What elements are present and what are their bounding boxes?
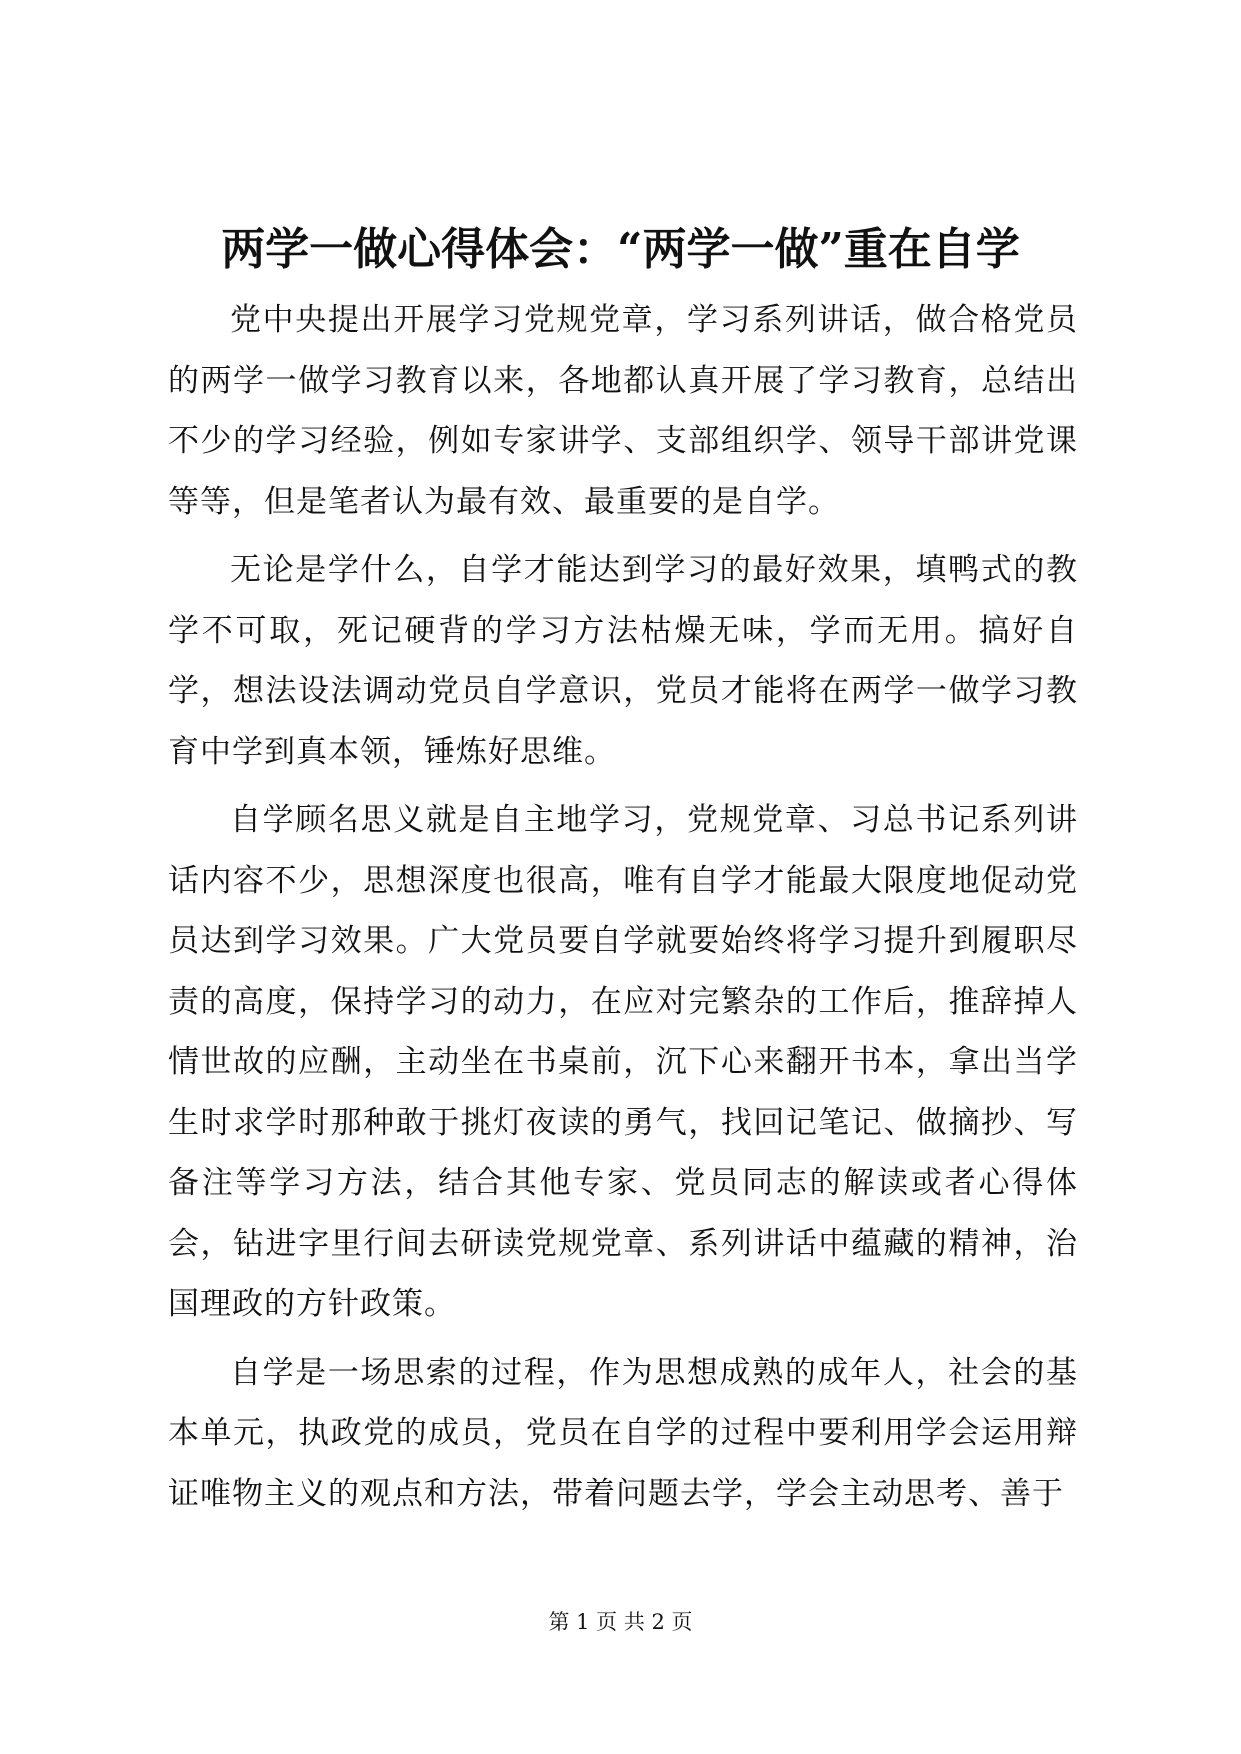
paragraph: 党中央提出开展学习党规党章，学习系列讲话，做合格党员的两学一做学习教育以来，各地都认真开展了学习教育，总结出不少的学习经验，例如专家讲学、支部组织学、领导干部讲党课等等，但是笔者认为最有效、最重要的是自学。 — [168, 302, 1078, 520]
paragraph: 无论是学什么，自学才能达到学习的最好效果，填鸭式的教学不可取，死记硬背的学习方法枯燥无味，学而无用。搞好自学，想法设法调动党员自学意识，党员才能将在两学一做学习教育中学到真本领，锤炼好思维。 — [168, 552, 1078, 770]
paragraph: 自学是一场思索的过程，作为思想成熟的成年人，社会的基本单元，执政党的成员，党员在自学的过程中要利用学会运用辩证唯物主义的观点和方法，带着问题去学，学会主动思考、善于 — [168, 1354, 1078, 1512]
document-title: 两学一做心得体会：“两学一做”重在自学 — [221, 224, 1020, 275]
page-footer: 第 1 页 共 2 页 — [548, 1610, 693, 1634]
document-body — [168, 290, 1078, 1532]
paragraph: 自学顾名思义就是自主地学习，党规党章、习总书记系列讲话内容不少，思想深度也很高，唯有自学才能最大限度地促动党员达到学习效果。广大党员要自学就要始终将学习提升到履职尽责的高度，保持学习的动力，在应对完繁杂的工作后，推辞掉人情世故的应酬，主动坐在书桌前，沉下心来翻开书本，拿出当学生时求学时那种敢于挑灯夜读的勇气，找回记笔记、做摘抄、写备注等学习方法，结合其他专家、党员同志的解读或者心得体会，钻进字里行间去研读党规党章、系列讲话中蕴藏的精神，治国理政的方针政策。 — [168, 802, 1078, 1322]
